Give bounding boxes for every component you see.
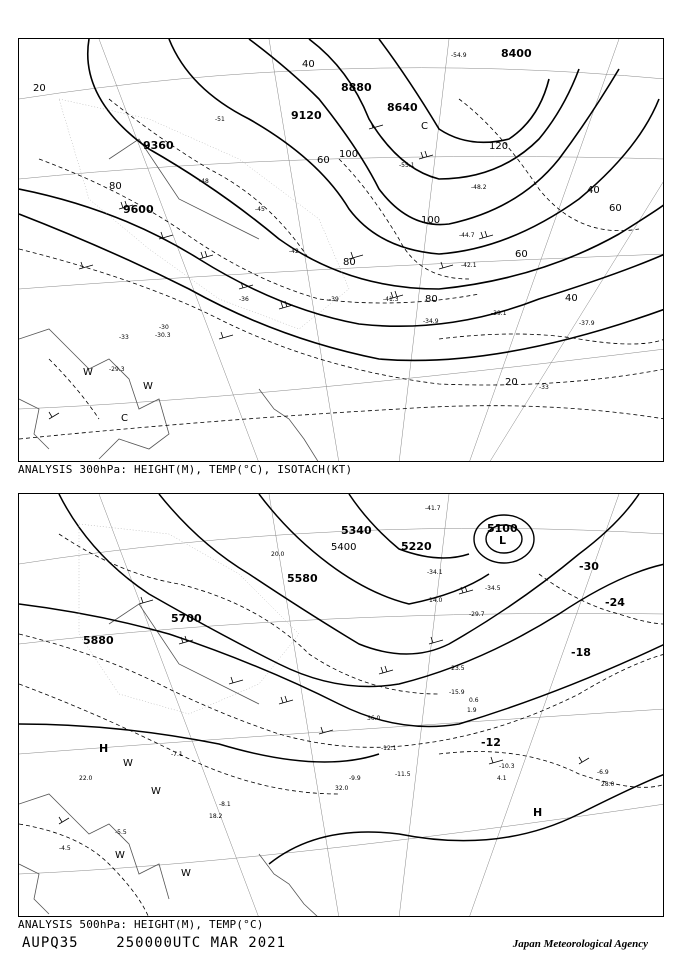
chart-code: AUPQ35 (22, 935, 79, 951)
high-symbol: H (533, 806, 543, 819)
height-label: 8400 (501, 47, 532, 60)
height-label: 5340 (341, 524, 372, 537)
station-label: 18.2 (209, 813, 223, 820)
isotach-label: 100 (339, 149, 359, 160)
height-label: 5220 (401, 540, 432, 553)
warm-symbol: W (181, 868, 191, 879)
isotach-label: 100 (421, 215, 441, 226)
temp-label: -48 (199, 178, 209, 185)
temp-label: -41.3 (383, 296, 399, 303)
isotach-label: 80 (109, 181, 122, 192)
warm-symbol: W (123, 758, 133, 769)
station-label: -7.1 (171, 751, 183, 758)
warm-symbol: W (115, 850, 125, 861)
temp-label: -39.1 (491, 310, 507, 317)
station-label: -34.1 (427, 569, 443, 576)
temp-label: -34.9 (423, 318, 439, 325)
temp-label: -51 (215, 116, 225, 123)
height-label: 9600 (123, 203, 154, 216)
agency-name: Japan Meteorological Agency (512, 938, 648, 950)
map-300hpa (19, 39, 664, 462)
chart-300hpa (18, 38, 664, 462)
station-label: -5.5 (115, 829, 127, 836)
station-label: -8.1 (219, 801, 231, 808)
isotach-label: 40 (302, 59, 315, 70)
isotach-label: 20 (505, 377, 518, 388)
chart-500hpa (18, 493, 664, 917)
chart-datetime: 250000UTC MAR 2021 (116, 935, 287, 951)
temp-label: -48.2 (471, 184, 487, 191)
station-label: -23.5 (449, 665, 465, 672)
temp-contour-label: -18 (571, 646, 591, 659)
station-label: -12.1 (381, 745, 397, 752)
temp-label: -42 (289, 248, 299, 255)
station-label: -41.7 (425, 505, 441, 512)
temp-label: -33 (539, 384, 549, 391)
station-label: -4.5 (59, 845, 71, 852)
station-label: -10.3 (499, 763, 515, 770)
height-label: 8640 (387, 101, 418, 114)
temp-label: -36 (239, 296, 249, 303)
map-500hpa (19, 494, 664, 917)
coastline (19, 139, 319, 462)
isotach-label: 20 (33, 83, 46, 94)
isotach-label: 80 (425, 294, 438, 305)
coastline (19, 604, 319, 917)
height-label: 5700 (171, 612, 202, 625)
wind-barbs (49, 122, 493, 419)
station-label: 14.0 (429, 597, 443, 604)
station-label: -9.9 (349, 775, 361, 782)
temp-label: -39 (329, 296, 339, 303)
isotach-label: 60 (317, 155, 330, 166)
temp-label: -29.3 (109, 366, 125, 373)
isotach-label: 60 (515, 249, 528, 260)
cold-symbol: C (121, 413, 128, 424)
caption-300hpa: ANALYSIS 300hPa: HEIGHT(M), TEMP(°C), ISOTACH(KT) (18, 463, 353, 476)
station-label: 36.0 (367, 715, 381, 722)
station-label: 4.1 (497, 775, 507, 782)
isotach-label: 40 (565, 293, 578, 304)
height-label: 5880 (83, 634, 114, 647)
height-label: 9120 (291, 109, 322, 122)
temp-label: -42.1 (461, 262, 477, 269)
caption-500hpa: ANALYSIS 500hPa: HEIGHT(M), TEMP(°C) (18, 918, 264, 931)
temp-label: -33 (119, 334, 129, 341)
temp-label: -45 (255, 206, 265, 213)
temp-label: -54.9 (451, 52, 467, 59)
station-label: -29.7 (469, 611, 485, 618)
height-label: 5580 (287, 572, 318, 585)
station-label: 28.0 (601, 781, 615, 788)
isotach-label: 40 (587, 185, 600, 196)
high-symbol: H (99, 742, 109, 755)
cold-symbol: C (421, 121, 428, 132)
station-label: -15.9 (449, 689, 465, 696)
isotach-label: 60 (609, 203, 622, 214)
temp-label: -44.7 (459, 232, 475, 239)
height-label: 5400 (331, 542, 357, 553)
height-label: 5100 (487, 522, 518, 535)
warm-symbol: W (143, 381, 153, 392)
station-label: 1.9 (467, 707, 477, 714)
station-label: 22.0 (79, 775, 93, 782)
chart-code-line (22, 935, 286, 951)
temp-label: -30.3 (155, 332, 171, 339)
warm-symbol: W (83, 367, 93, 378)
temp-label: -37.9 (579, 320, 595, 327)
temp-contour-label: -24 (605, 596, 625, 609)
low-symbol: L (499, 534, 507, 547)
height-label: 8880 (341, 81, 372, 94)
temp-label: -55.1 (399, 162, 415, 169)
station-label: 0.6 (469, 697, 479, 704)
temp-label: -30 (159, 324, 169, 331)
station-label: 32.0 (335, 785, 349, 792)
station-label: 20.0 (271, 551, 285, 558)
height-label: 9360 (143, 139, 174, 152)
jet-stipple (59, 99, 349, 329)
isotach-label: 80 (343, 257, 356, 268)
station-label: -11.5 (395, 771, 411, 778)
isotach-label: 120 (489, 141, 509, 152)
warm-symbol: W (151, 786, 161, 797)
graticule (19, 39, 664, 462)
temp-contour-label: -30 (579, 560, 599, 573)
station-label: -6.9 (597, 769, 609, 776)
station-label: -34.5 (485, 585, 501, 592)
temp-contour-label: -12 (481, 736, 501, 749)
